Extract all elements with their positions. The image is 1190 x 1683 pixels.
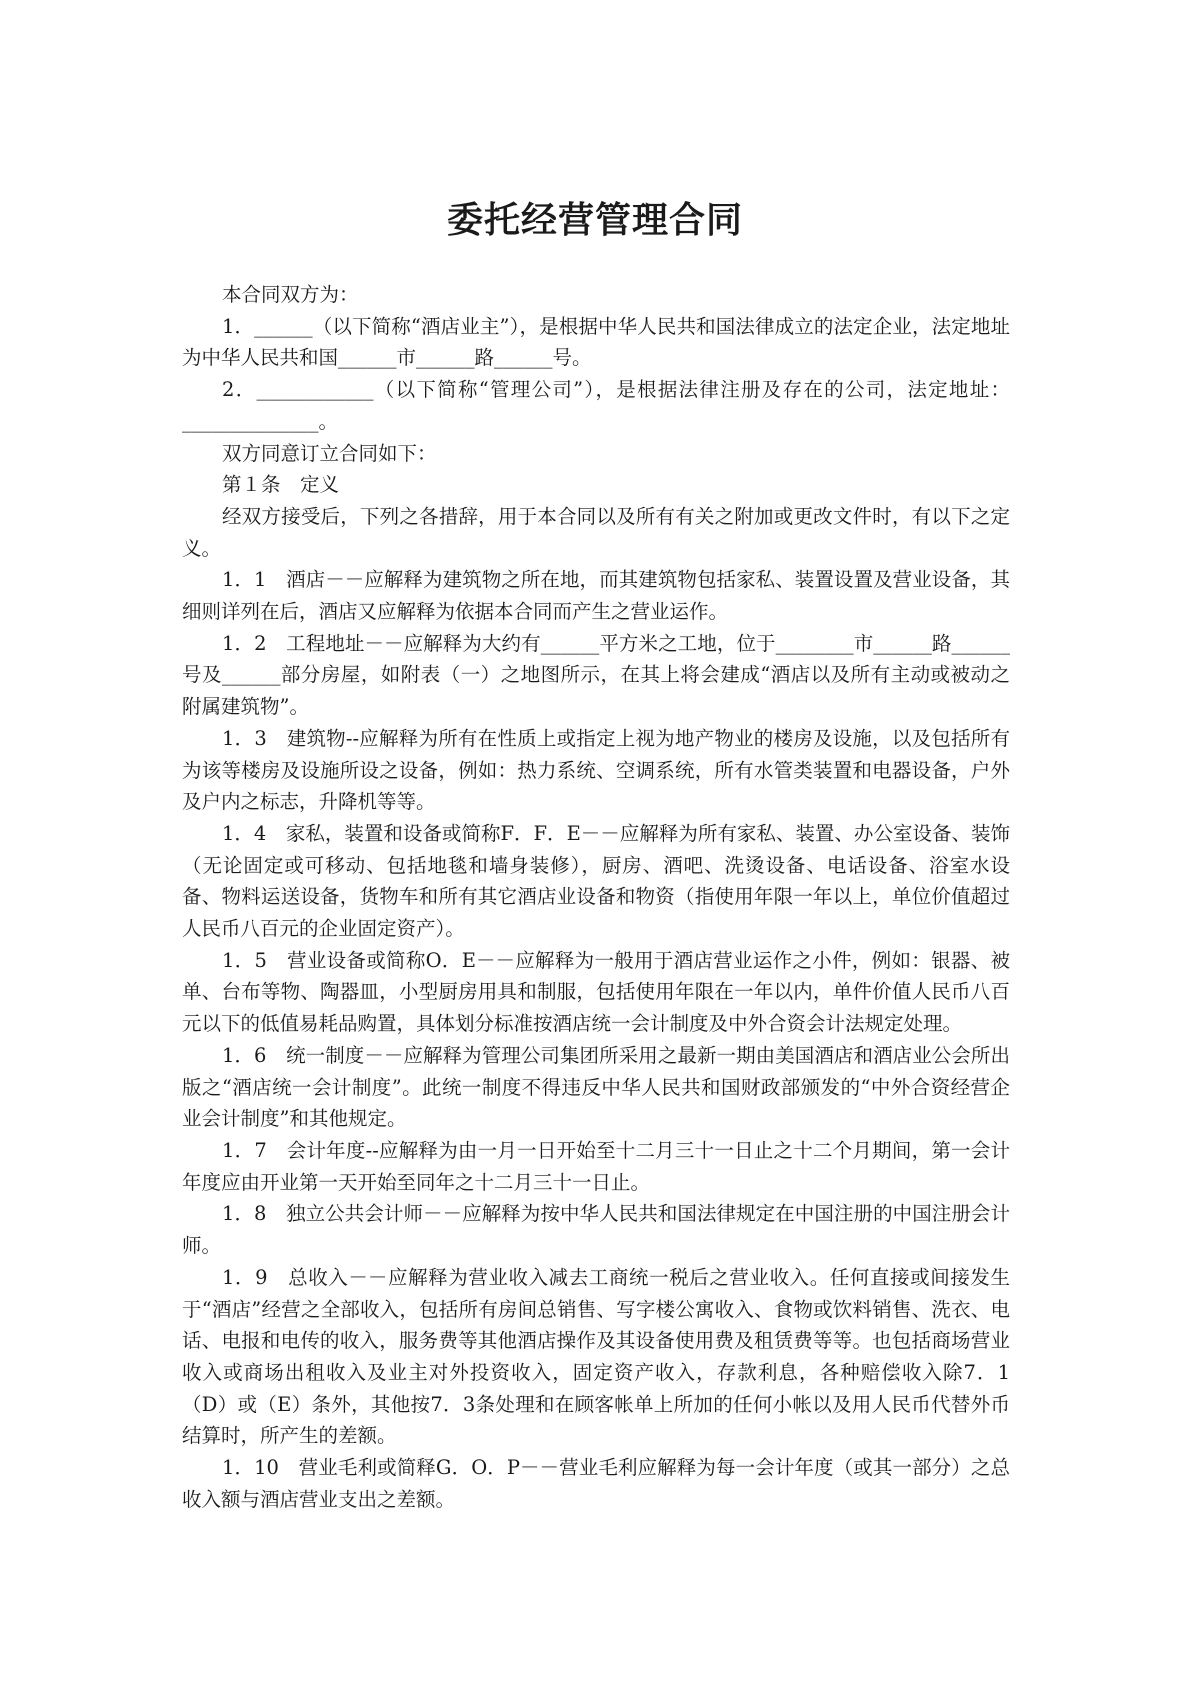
article-1-heading: 第１条 定义 bbox=[222, 473, 340, 497]
clause-1-10: 1．10 营业毛利或简释G．O．P－－营业毛利应解释为每一会计年度（或其一部分）之总收入额与酒店营业支出之差额。 bbox=[182, 1456, 1010, 1511]
document-title: 委托经营管理合同 bbox=[446, 200, 743, 241]
paragraph-party-1: 1．______（以下简称“酒店业主”），是根据中华人民共和国法律成立的法定企业，法定地址为中华人民共和国______市______路______号。 bbox=[182, 314, 1010, 370]
clause-1-7: 1．7 会计年度--应解释为由一月一日开始至十二月三十一日止之十二个月期间，第一会计年度应由开业第一天开始至同年之十二月三十一日止。 bbox=[182, 1138, 1010, 1194]
clause-1-5: 1．5 营业设备或简称O．E－－应解释为一般用于酒店营业运作之小件，例如：银器、被单、台布等物、陶器皿，小型厨房用具和制服，包括使用年限在一年以内，单件价值人民币八百元以下的低值易耗品购置，具体划分标准按酒店统一会计制度及中外合资会计法规定处理。 bbox=[182, 948, 1010, 1036]
clause-1-4: 1．4 家私，装置和设备或简称F．F．E－－应解释为所有家私、装置、办公室设备、装饰（无论固定或可移动、包括地毯和墙身装修），厨房、酒吧、洗烫设备、电话设备、浴室水设备、物料运送设备，货物车和所有其它酒店业设备和物资（指使用年限一年以上，单位价值超过人民币八百元的企业固定资产）。 bbox=[182, 821, 1010, 941]
paragraph-party-2: 2．____________（以下简称“管理公司”），是根据法律注册及存在的公司，法定地址：______________。 bbox=[182, 378, 1010, 433]
paragraph-definitions-intro: 经双方接受后，下列之各措辞，用于本合同以及所有有关之附加或更改文件时，有以下之定义。 bbox=[182, 504, 1010, 560]
clause-1-8: 1．8 独立公共会计师－－应解释为按中华人民共和国法律规定在中国注册的中国注册会计师。 bbox=[182, 1202, 1010, 1258]
paragraph-intro: 本合同双方为： bbox=[222, 283, 359, 306]
clause-1-1: 1．1 酒店－－应解释为建筑物之所在地，而其建筑物包括家私、装置设置及营业设备，其细则详列在后，酒店又应解释为依据本合同而产生之营业运作。 bbox=[182, 568, 1010, 624]
paragraph-agreement: 双方同意订立合同如下： bbox=[222, 441, 437, 465]
clause-1-9: 1．9 总收入－－应解释为营业收入减去工商统一税后之营业收入。任何直接或间接发生于“酒店”经营之全部收入，包括所有房间总销售、写字楼公寓收入、食物或饮料销售、洗衣、电话、电报和电传的收入，服务费等其他酒店操作及其设备使用费及租赁费等等。也包括商场营业收入或商场出租收入及业主对外投资收入，固定资产收入，存款利息，各种赔偿收入除7．1（D）或（E）条外，其他按7．3条处理和在顾客帐单上所加的任何小帐以及用人民币代替外币结算时，所产生的差额。 bbox=[182, 1265, 1010, 1448]
clause-1-2: 1．2 工程地址－－应解释为大约有______平方米之工地，位于________市______路______号及______部分房屋，如附表（一）之地图所示，在其上将会建成“酒店以及所有主动或被动之附属建筑物”。 bbox=[182, 631, 1010, 719]
clause-1-3: 1．3 建筑物--应解释为所有在性质上或指定上视为地产物业的楼房及设施，以及包括所有为该等楼房及设施所设之设备，例如：热力系统、空调系统，所有水管类装置和电器设备，户外及户内之标志，升降机等等。 bbox=[182, 726, 1010, 814]
clause-1-6: 1．6 统一制度－－应解释为管理公司集团所采用之最新一期由美国酒店和酒店业公会所出版之“酒店统一会计制度”。此统一制度不得违反中华人民共和国财政部颁发的“中外合资经营企业会计制度”和其他规定。 bbox=[182, 1043, 1010, 1131]
document-body bbox=[182, 279, 1010, 1515]
